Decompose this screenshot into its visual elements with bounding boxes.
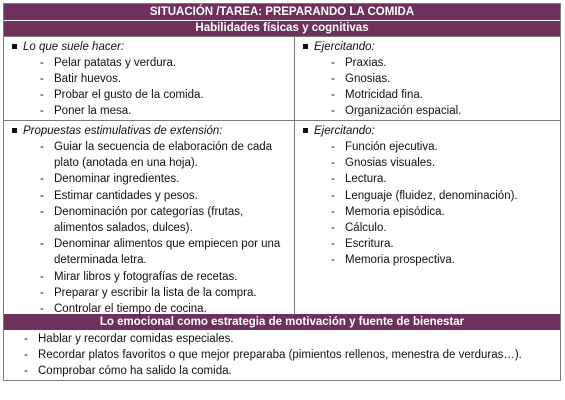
- list-item: - Organización espacial.: [331, 103, 554, 119]
- list-item: - Función ejecutiva.: [331, 139, 554, 155]
- list-item: - Guiar la secuencia de elaboración de cada plato (anotada en una hoja).: [40, 139, 288, 171]
- proposals-heading: Propuestas estimulativas de extensión:: [10, 123, 288, 139]
- exercising-list-2: [301, 139, 554, 269]
- list-item: - Motricidad fina.: [331, 87, 554, 103]
- list-item: - Gnosias visuales.: [331, 155, 554, 171]
- exercising-heading-1: Ejercitando:: [301, 39, 554, 55]
- list-item: - Poner la mesa.: [40, 103, 288, 119]
- list-item: - Mirar libros y fotografías de recetas.: [40, 269, 288, 285]
- exercising-list-1: [301, 55, 554, 119]
- square-bullet-icon: [303, 128, 308, 133]
- list-item: - Denominar ingredientes.: [40, 171, 288, 187]
- list-item: - Hablar y recordar comidas especiales.: [24, 331, 554, 347]
- section-habits: [4, 36, 560, 120]
- list-item: - Probar el gusto de la comida.: [40, 87, 288, 103]
- list-item: - Estimar cantidades y pesos.: [40, 188, 288, 204]
- emotional-cell: [4, 330, 560, 380]
- list-item: - Praxias.: [331, 55, 554, 71]
- list-item: - Recordar platos favoritos o que mejor preparaba (pimientos rellenos, menestra de verduras…).: [24, 347, 554, 363]
- square-bullet-icon: [303, 44, 308, 49]
- exercising-cell-2: [295, 121, 560, 314]
- list-item: - Pelar patatas y verdura.: [40, 55, 288, 71]
- list-item: - Comprobar cómo ha salido la comida.: [24, 363, 554, 379]
- proposals-cell: [4, 121, 295, 314]
- emotional-list: [10, 331, 554, 379]
- emotional-heading: Lo emocional como estrategia de motivación y fuente de bienestar: [4, 314, 560, 330]
- list-item: - Cálculo.: [331, 220, 554, 236]
- list-item: - Batir huevos.: [40, 71, 288, 87]
- list-item: - Gnosias.: [331, 71, 554, 87]
- list-item: - Denominar alimentos que empiecen por una determinada letra.: [40, 236, 288, 268]
- list-item: - Denominación por categorías (frutas, alimentos salados, dulces).: [40, 204, 288, 236]
- list-item: - Controlar el tiempo de cocina.: [40, 301, 288, 317]
- list-item: - Lenguaje (fluidez, denominación).: [331, 188, 554, 204]
- habits-list: [10, 55, 288, 119]
- activity-table: [3, 3, 561, 381]
- section-proposals: [4, 120, 560, 314]
- habits-cell: [4, 37, 295, 120]
- section-emotional: [4, 330, 560, 380]
- list-item: - Memoria episódica.: [331, 204, 554, 220]
- table-subtitle: Habilidades físicas y cognitivas: [4, 21, 560, 36]
- table-title: SITUACIÓN /TAREA: PREPARANDO LA COMIDA: [4, 4, 560, 21]
- exercising-heading-2: Ejercitando:: [301, 123, 554, 139]
- list-item: - Memoria prospectiva.: [331, 252, 554, 268]
- habits-heading: Lo que suele hacer:: [10, 39, 288, 55]
- list-item: - Lectura.: [331, 171, 554, 187]
- proposals-list: [10, 139, 288, 317]
- list-item: - Escritura.: [331, 236, 554, 252]
- square-bullet-icon: [12, 128, 17, 133]
- exercising-cell-1: [295, 37, 560, 120]
- square-bullet-icon: [12, 44, 17, 49]
- list-item: - Preparar y escribir la lista de la compra.: [40, 285, 288, 301]
